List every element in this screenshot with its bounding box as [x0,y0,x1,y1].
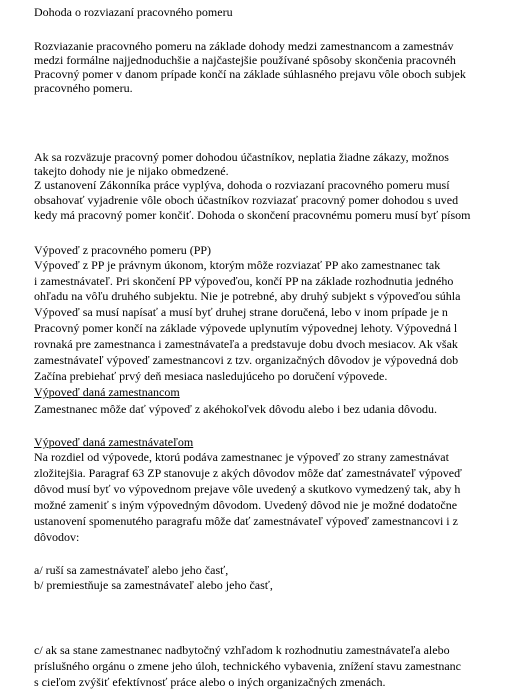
text-line: Pracovný pomer končí na základe výpovede uplynutím výpovednej lehoty. Výpovedná l [34,321,458,335]
text-line: pracovného pomeru. [34,81,133,95]
text-line: medzi formálne najjednoduchšie a najčastejšie používané spôsoby skončenia pracovnéh [34,53,456,67]
document-title: Dohoda o rozviazaní pracovného pomeru [34,5,233,19]
text-line: Na rozdiel od výpovede, ktorú podáva zamestnanec je výpoveď zo strany zamestnávat [34,450,449,464]
text-line: Rozviazanie pracovného pomeru na základe dohody medzi zamestnancom a zamestnáv [34,39,454,53]
text-line: rovnaká pre zamestnanca i zamestnávateľa a predstavuje dobu dvoch mesiacov. Ak však [34,337,458,351]
section-heading-employer-notice: Výpoveď daná zamestnávateľom [34,435,194,449]
section-heading-notice: Výpoveď z pracovného pomeru (PP) [34,243,212,257]
text-line: Začína prebiehať prvý deň mesiaca nasledujúceho po doručení výpovede. [34,369,388,383]
text-line: takejto dohody nie je nijako obmedzené. [34,164,229,178]
text-line: dôvod musí byť vo výpovednom prejave vôle uvedený a skutkovo vymedzený tak, aby h [34,482,461,496]
text-line: príslušného orgánu o zmene jeho úloh, technického vybavenia, znížení stavu zamestnanc [34,659,461,673]
text-line: kedy má pracovný pomer končiť. Dohoda o skončení pracovnému pomeru musí byť písom [34,208,471,222]
text-line: Ak sa rozväzuje pracovný pomer dohodou účastníkov, neplatia žiadne zákazy, možnos [34,150,449,164]
text-line: Z ustanovení Zákonníka práce vyplýva, dohoda o rozviazaní pracovného pomeru musí [34,178,450,192]
text-line: obsahovať vyjadrenie vôle oboch účastníkov rozviazať pracovný pomer dohodou s uved [34,193,459,207]
paragraph-employee-notice: Zamestnanec môže dať výpoveď z akéhokoľvek dôvodu alebo i bez udania dôvodu. [34,402,437,416]
section-heading-employee-notice: Výpoveď daná zamestnancom [34,385,180,399]
text-line: zamestnávateľ výpoveď zamestnancovi z tzv. organizačných dôvodov je výpovedná dob [34,353,459,367]
list-item: a/ ruší sa zamestnávateľ alebo jeho časť, [34,563,229,577]
text-line: Pracovný pomer v danom prípade končí na základe súhlasného prejavu vôle oboch subjek [34,67,466,81]
text-line: Výpoveď z PP je právnym úkonom, ktorým môže rozviazať PP ako zamestnanec tak [34,258,441,272]
list-item: c/ ak sa stane zamestnanec nadbytočný vzhľadom k rozhodnutiu zamestnávateľa alebo [34,643,450,657]
text-line: ustanovení spomenutého paragrafu môže dať zamestnávateľ výpoveď zamestnancovi i z [34,514,458,528]
text-line: i zamestnávateľ. Pri skončení PP výpoveďou, končí PP na základe rozhodnutia jedného [34,274,454,288]
text-line: ohľadu na vôľu druhého subjektu. Nie je potrebné, aby druhý subjekt s výpoveďou súhla [34,289,461,303]
text-line: Výpoveď sa musí napísať a musí byť druhej strane doručená, lebo v inom prípade je n [34,305,448,319]
text-line: možné zameniť s iným výpovedným dôvodom. Uvedený dôvod nie je možné dodatočne [34,498,458,512]
text-line: dôvodov: [34,530,80,544]
text-line: s cieľom zvýšiť efektívnosť práce alebo o iných organizačných zmenách. [34,675,386,689]
list-item: b/ premiestňuje sa zamestnávateľ alebo jeho časť, [34,578,273,592]
text-line: zložitejšia. Paragraf 63 ZP stanovuje z akých dôvodov môže dať zamestnávateľ výpoveď [34,466,462,480]
